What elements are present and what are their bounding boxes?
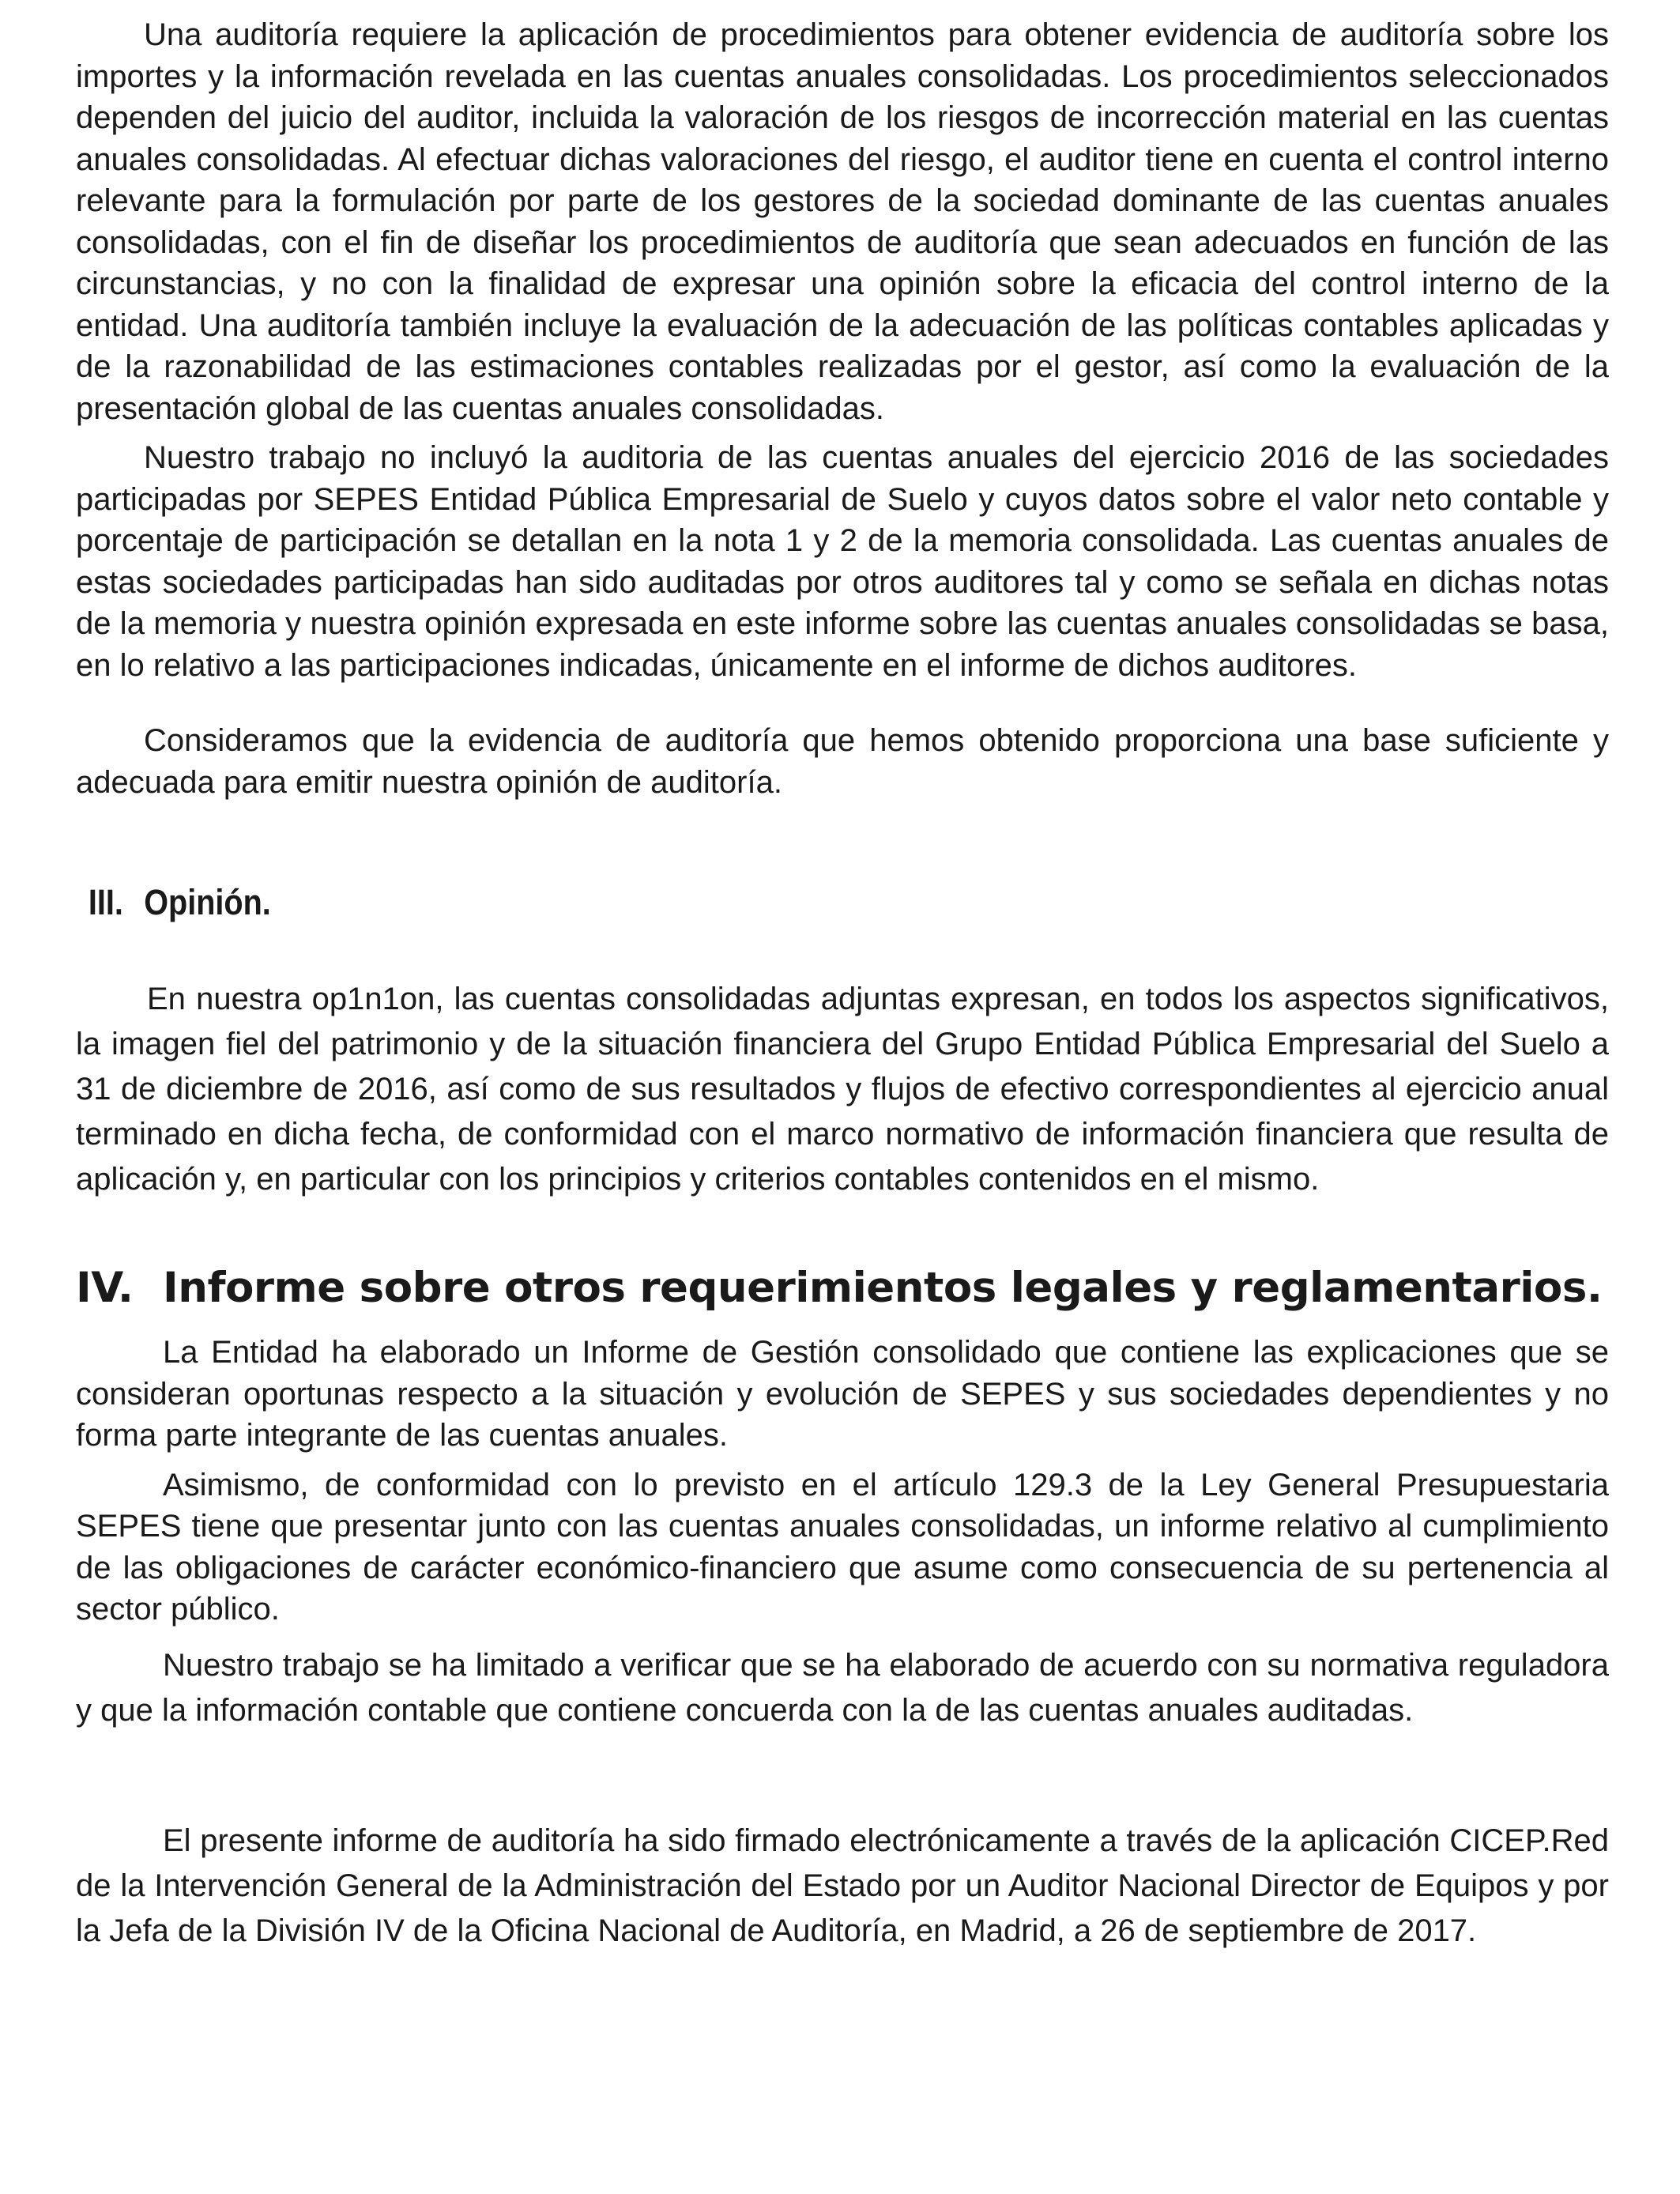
scope-limitation-paragraph: Nuestro trabajo no incluyó la auditoria de las cuentas anuales del ejercicio 2016 de las sociedades participadas por SEPES Entidad Pública Empresarial de Suelo y cuyos datos sobre el valor neto contable y porcentaje de participación se detallan en la nota 1 y 2 de la memoria consolidada. Las cuentas anuales de estas sociedades participadas han sido auditadas por otros auditores tal y como se señala en dichas notas de la memoria y nuestra opinión expresada en este informe sobre las cuentas anuales consolidadas se basa, en lo relativo a las participaciones indicadas, únicamente en el informe de dichos auditores. [76, 440, 1609, 683]
audit-procedures-paragraph: Una auditoría requiere la aplicación de procedimientos para obtener evidencia de auditoría sobre los importes y la información revelada en las cuentas anuales consolidadas. Los procedimientos seleccionados dependen del juicio del auditor, incluida la valoración de los riesgos de incorrección material en las cuentas anuales consolidadas. Al efectuar dichas valoraciones del riesgo, el auditor tiene en cuenta el control interno relevante para la formulación por parte de los gestores de la sociedad dominante de las cuentas anuales consolidadas, con el fin de diseñar los procedimientos de auditoría que sean adecuados en función de las circunstancias, y no con la finalidad de expresar una opinión sobre la eficacia del control interno de la entidad. Una auditoría también incluye la evaluación de la adecuación de las políticas contables aplicadas y de la razonabilidad de las estimaciones contables realizadas por el gestor, así como la evaluación de la presentación global de las cuentas anuales consolidadas. [76, 17, 1609, 426]
sufficient-evidence-paragraph: Consideramos que la evidencia de auditoría que hemos obtenido proporciona una base suficiente y adecuada para emitir nuestra opinión de auditoría. [76, 723, 1609, 800]
opinion-paragraph: En nuestra op1n1on, las cuentas consolidadas adjuntas expresan, en todos los aspectos significativos, la imagen fiel del patrimonio y de la situación financiera del Grupo Entidad Pública Empresarial del Suelo a 31 de diciembre de 2016, así como de sus resultados y flujos de efectivo correspondientes al ejercicio anual terminado en dicha fecha, de conformidad con el marco normativo de información financiera que resulta de aplicación y, en particular con los principios y criterios contables contenidos en el mismo. [76, 982, 1609, 1197]
opinion-heading-title: Opinión. [144, 882, 271, 922]
opinion-heading [76, 879, 1425, 926]
legal-requirements-heading [76, 1262, 1609, 1314]
budget-law-paragraph: Asimismo, de conformidad con lo previsto en el artículo 129.3 de la Ley General Presupuestaria SEPES tiene que presentar junto con las cuentas anuales consolidadas, un informe relativo al cumplimiento de las obligaciones de carácter económico-financiero que asume como consecuencia de su pertenencia al sector público. [76, 1467, 1609, 1627]
opinion-heading-number: III. [88, 882, 123, 922]
verification-scope-paragraph: Nuestro trabajo se ha limitado a verificar que se ha elaborado de acuerdo con su normativa reguladora y que la información contable que contiene concuerda con la de las cuentas anuales auditadas. [76, 1647, 1609, 1728]
legal-requirements-heading-title: Informe sobre otros requerimientos legales y reglamentarios. [163, 1264, 1603, 1312]
legal-requirements-heading-number: IV. [76, 1264, 134, 1312]
management-report-paragraph: La Entidad ha elaborado un Informe de Gestión consolidado que contiene las explicaciones que se consideran oportunas respecto a la situación y evolución de SEPES y sus sociedades dependientes y no forma parte integrante de las cuentas anuales. [76, 1335, 1609, 1453]
electronic-signature-paragraph: El presente informe de auditoría ha sido firmado electrónicamente a través de la aplicación CICEP.Red de la Intervención General de la Administración del Estado por un Auditor Nacional Director de Equipos y por la Jefa de la División IV de la Oficina Nacional de Auditoría, en Madrid, a 26 de septiembre de 2017. [76, 1823, 1609, 1948]
document-page [76, 14, 1609, 1954]
